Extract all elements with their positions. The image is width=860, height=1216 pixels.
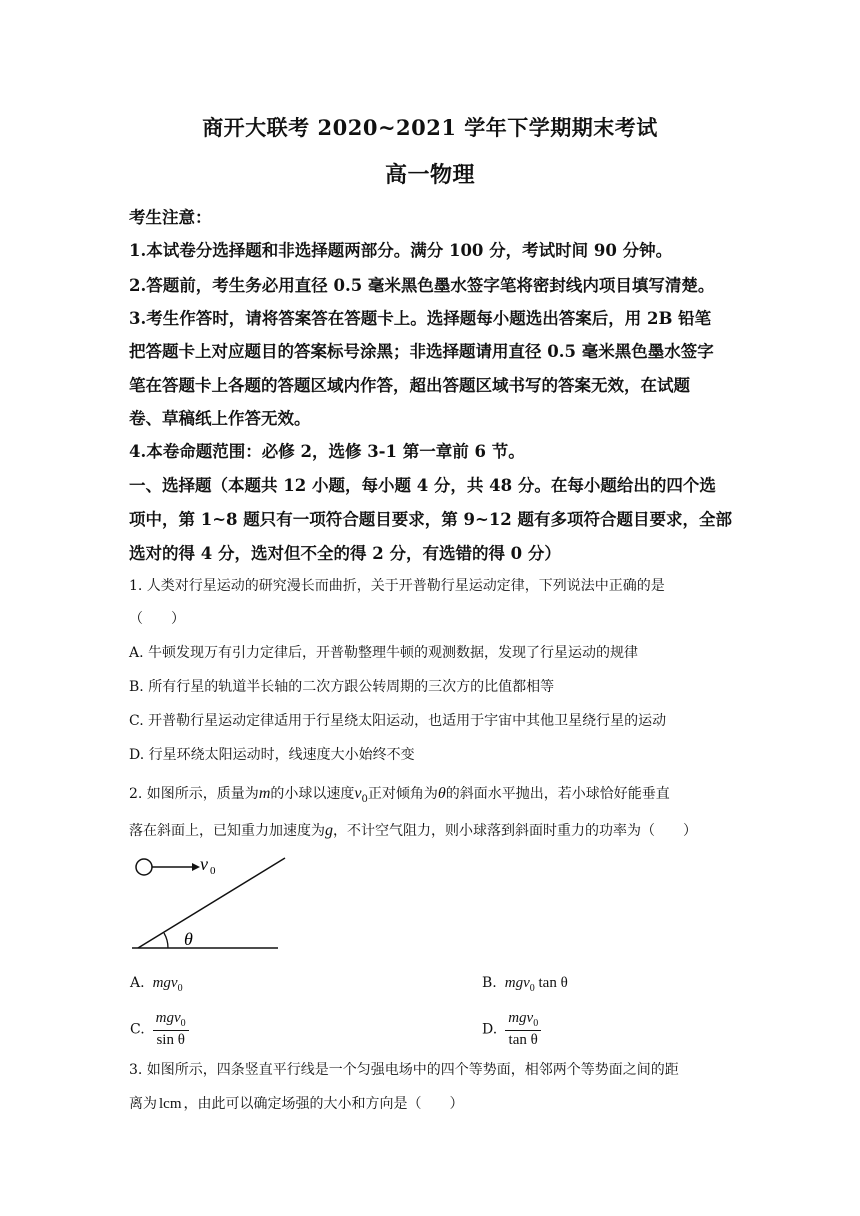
section-heading-line-3: 选对的得 4 分，选对但不全的得 2 分，有选错的得 0 分） bbox=[129, 544, 561, 563]
velocity-arrow-head bbox=[192, 863, 200, 871]
notice-line-5: 笔在答题卡上各题的答题区域内作答，超出答题区域书写的答案无效，在试题 bbox=[129, 376, 690, 395]
velocity-label: v bbox=[200, 854, 208, 874]
angle-arc bbox=[164, 933, 168, 948]
q2-option-b-label: B. bbox=[482, 975, 497, 991]
notice-line-3: 3.考生作答时，请将答案答在答题卡上。选择题每小题选出答案后，用 2B 铅笔 bbox=[129, 309, 712, 328]
q2-text: 的小球以速度 bbox=[270, 786, 355, 802]
q1-option-a: A. 牛顿发现万有引力定律后，开普勒整理牛顿的观测数据，发现了行星运动的规律 bbox=[129, 645, 639, 661]
angle-label: θ bbox=[184, 929, 193, 949]
q2-option-a-expr: mgv$_0$ bbox=[152, 975, 183, 994]
q2-option-d-fraction: $\frac{mgv_0}{\text{tan θ}}$ bbox=[505, 1010, 541, 1049]
notice-heading: 考生注意： bbox=[129, 208, 212, 227]
q2-option-c-label: C. bbox=[130, 1021, 145, 1038]
q2-text: ，不计空气阻力，则小球落到斜面时重力的功率为（ ） bbox=[333, 823, 697, 839]
q2-option-d bbox=[482, 1010, 541, 1049]
notice-line-7: 4.本卷命题范围：必修 2，选修 3-1 第一章前 6 节。 bbox=[129, 442, 525, 461]
q2-gravity-symbol: g bbox=[325, 822, 333, 839]
notice-line-4: 把答题卡上对应题目的答案标号涂黑；非选择题请用直径 0.5 毫米黑色墨水签字 bbox=[129, 342, 714, 361]
q2-text: 落在斜面上，已知重力加速度为 bbox=[129, 823, 325, 839]
q3-text: ，由此可以确定场强的大小和方向是（ ） bbox=[183, 1096, 464, 1112]
q2-mass-symbol: m bbox=[258, 785, 271, 802]
q2-stem-line-1 bbox=[129, 783, 739, 805]
section-heading-line-2: 项中，第 1~8 题只有一项符合题目要求，第 9~12 题有多项符合题目要求，全部 bbox=[129, 510, 733, 529]
notice-line-2: 2.答题前，考生务必用直径 0.5 毫米黑色墨水签字笔将密封线内项目填写清楚。 bbox=[129, 276, 715, 295]
q2-incline-figure bbox=[130, 850, 290, 955]
q2-text: 正对倾角为 bbox=[367, 786, 438, 802]
q2-option-b bbox=[482, 975, 568, 994]
notice-line-1: 1.本试卷分选择题和非选择题两部分。满分 100 分，考试时间 90 分钟。 bbox=[129, 241, 673, 260]
q2-option-b-expr: mgv$_0$ tan θ bbox=[504, 975, 568, 994]
q1-answer-blank: （ ） bbox=[129, 611, 185, 627]
q2-stem-line-2 bbox=[129, 820, 739, 840]
q2-option-c-fraction: $\frac{mgv_0}{\text{sin θ}}$ bbox=[153, 1010, 189, 1049]
q3-stem-line-1: 3. 如图所示，四条竖直平行线是一个匀强电场中的四个等势面，相邻两个等势面之间的距 bbox=[129, 1062, 679, 1078]
q3-stem-line-2 bbox=[129, 1093, 739, 1113]
q3-text: 离为 bbox=[129, 1096, 157, 1112]
q1-option-d: D. 行星环绕太阳运动时，线速度大小始终不变 bbox=[129, 747, 415, 763]
notice-line-6: 卷、草稿纸上作答无效。 bbox=[129, 409, 311, 428]
ball-shape bbox=[136, 859, 152, 875]
q2-option-c bbox=[130, 1010, 189, 1049]
section-heading-line-1: 一、选择题（本题共 12 小题，每小题 4 分，共 48 分。在每小题给出的四个选 bbox=[129, 476, 716, 495]
q1-option-b: B. 所有行星的轨道半长轴的二次方跟公转周期的三次方的比值都相等 bbox=[129, 679, 555, 695]
q2-option-a-label: A. bbox=[130, 975, 145, 991]
q2-text: 2. 如图所示，质量为 bbox=[129, 786, 259, 802]
q2-text: 的斜面水平抛出，若小球恰好能垂直 bbox=[445, 786, 670, 802]
q2-option-d-label: D. bbox=[482, 1021, 498, 1038]
q2-velocity-subscript: 0 bbox=[361, 793, 368, 805]
q2-option-a bbox=[130, 975, 183, 994]
velocity-label-subscript: 0 bbox=[210, 865, 216, 877]
q3-unit: lcm bbox=[159, 1096, 182, 1112]
q2-theta-symbol: θ bbox=[437, 785, 446, 802]
q1-stem: 1. 人类对行星运动的研究漫长而曲折，关于开普勒行星运动定律，下列说法中正确的是 bbox=[129, 578, 665, 594]
exam-title: 商开大联考 2020~2021 学年下学期期末考试 bbox=[202, 115, 658, 140]
q2-velocity-symbol: v bbox=[354, 785, 362, 802]
q1-option-c: C. 开普勒行星运动定律适用于行星绕太阳运动，也适用于宇宙中其他卫星绕行星的运动 bbox=[129, 713, 667, 729]
exam-subject: 高一物理 bbox=[384, 162, 475, 188]
